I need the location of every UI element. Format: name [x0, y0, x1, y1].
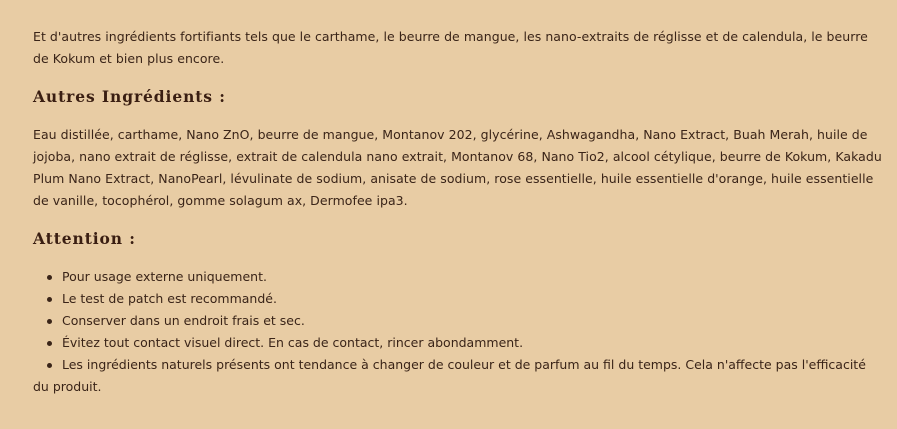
product-details-section	[33, 26, 883, 398]
intro-paragraph: Et d'autres ingrédients fortifiants tels que le carthame, le beurre de mangue, les nano-extraits de réglisse et de calendula, le beurre de Kokum et bien plus encore.	[33, 29, 868, 66]
list-item-text: Conserver dans un endroit frais et sec.	[62, 313, 305, 328]
list-item	[33, 266, 883, 288]
bullet-icon	[47, 341, 52, 346]
other-ingredients-heading: Autres Ingrédients :	[33, 87, 226, 106]
list-item	[33, 288, 883, 310]
bullet-icon	[47, 319, 52, 324]
list-item-text: Les ingrédients naturels présents ont tendance à changer de couleur et de parfum au fil du temps. Cela n'affecte pas l'efficacité du produit.	[33, 357, 866, 394]
list-item-text: Évitez tout contact visuel direct. En cas de contact, rincer abondamment.	[62, 335, 524, 350]
attention-heading: Attention :	[33, 229, 136, 248]
attention-list	[33, 266, 883, 398]
list-item	[33, 310, 883, 332]
bullet-icon	[47, 275, 52, 280]
bullet-icon	[47, 297, 52, 302]
list-item	[33, 354, 883, 398]
bullet-icon	[47, 363, 52, 368]
list-item-text: Le test de patch est recommandé.	[62, 291, 277, 306]
list-item-text: Pour usage externe uniquement.	[62, 269, 267, 284]
list-item	[33, 332, 883, 354]
other-ingredients-text: Eau distillée, carthame, Nano ZnO, beurre de mangue, Montanov 202, glycérine, Ashwagandha, Nano Extract, Buah Merah, huile de jojoba, nano extrait de réglisse, extrait de calendula nano extrait, Montanov 68, Nano Tio2, alcool cétylique, beurre de Kokum, Kakadu Plum Nano Extract, NanoPearl, lévulinate de sodium, anisate de sodium, rose essentielle, huile essentielle d'orange, huile essentielle de vanille, tocophérol, gomme solagum ax, Dermofee ipa3.	[33, 127, 882, 208]
